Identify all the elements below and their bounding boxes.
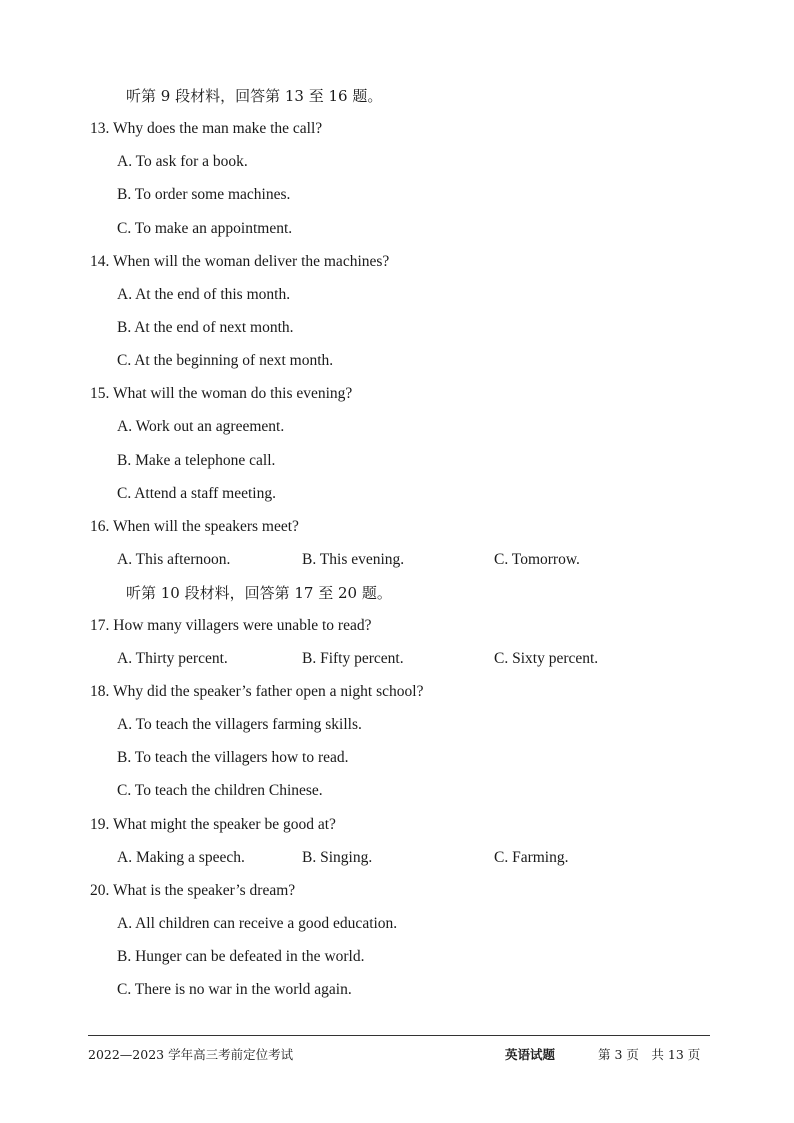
question-13-option-b: B. To order some machines. <box>117 186 291 203</box>
question-19-option-c: C. Farming. <box>494 849 569 866</box>
question-17-option-b: B. Fifty percent. <box>302 650 404 667</box>
question-20-option-a: A. All children can receive a good education. <box>117 915 398 932</box>
question-15-option-a: A. Work out an agreement. <box>117 418 285 435</box>
section-10-instruction: 听第 10 段材料，回答第 17 至 20 题。 <box>126 584 392 602</box>
question-14-option-a: A. At the end of this month. <box>117 286 291 303</box>
question-18-option-b: B. To teach the villagers how to read. <box>117 749 349 766</box>
footer-divider <box>88 1035 710 1036</box>
question-15-stem: 15. What will the woman do this evening? <box>90 385 353 402</box>
question-20-stem: 20. What is the speaker’s dream? <box>90 882 296 899</box>
question-19-option-b: B. Singing. <box>302 849 373 866</box>
question-15-option-c: C. Attend a staff meeting. <box>117 485 276 502</box>
question-16-stem: 16. When will the speakers meet? <box>90 518 299 535</box>
question-19-option-a: A. Making a speech. <box>117 849 245 866</box>
question-14-option-b: B. At the end of next month. <box>117 319 294 336</box>
question-19-stem: 19. What might the speaker be good at? <box>90 816 336 833</box>
question-13-option-c: C. To make an appointment. <box>117 220 293 237</box>
question-18-option-a: A. To teach the villagers farming skills. <box>117 716 362 733</box>
question-18-option-c: C. To teach the children Chinese. <box>117 782 323 799</box>
footer-exam-title: 2022—2023 学年高三考前定位考试 <box>88 1047 294 1062</box>
section-9-instruction: 听第 9 段材料，回答第 13 至 16 题。 <box>126 87 383 105</box>
question-13-stem: 13. Why does the man make the call? <box>90 120 323 137</box>
question-15-option-b: B. Make a telephone call. <box>117 452 276 469</box>
question-16-option-c: C. Tomorrow. <box>494 551 580 568</box>
question-14-stem: 14. When will the woman deliver the machines? <box>90 253 390 270</box>
question-20-option-c: C. There is no war in the world again. <box>117 981 352 998</box>
question-20-option-b: B. Hunger can be defeated in the world. <box>117 948 365 965</box>
question-13-option-a: A. To ask for a book. <box>117 153 248 170</box>
question-17-option-c: C. Sixty percent. <box>494 650 599 667</box>
question-16-option-b: B. This evening. <box>302 551 405 568</box>
question-18-stem: 18. Why did the speaker’s father open a night school? <box>90 683 424 700</box>
question-17-stem: 17. How many villagers were unable to read? <box>90 617 372 634</box>
question-17-option-a: A. Thirty percent. <box>117 650 228 667</box>
footer-subject: 英语试题 <box>505 1047 556 1062</box>
question-16-option-a: A. This afternoon. <box>117 551 231 568</box>
footer-page-info: 第 3 页 共 13 页 <box>598 1047 701 1062</box>
question-14-option-c: C. At the beginning of next month. <box>117 352 334 369</box>
